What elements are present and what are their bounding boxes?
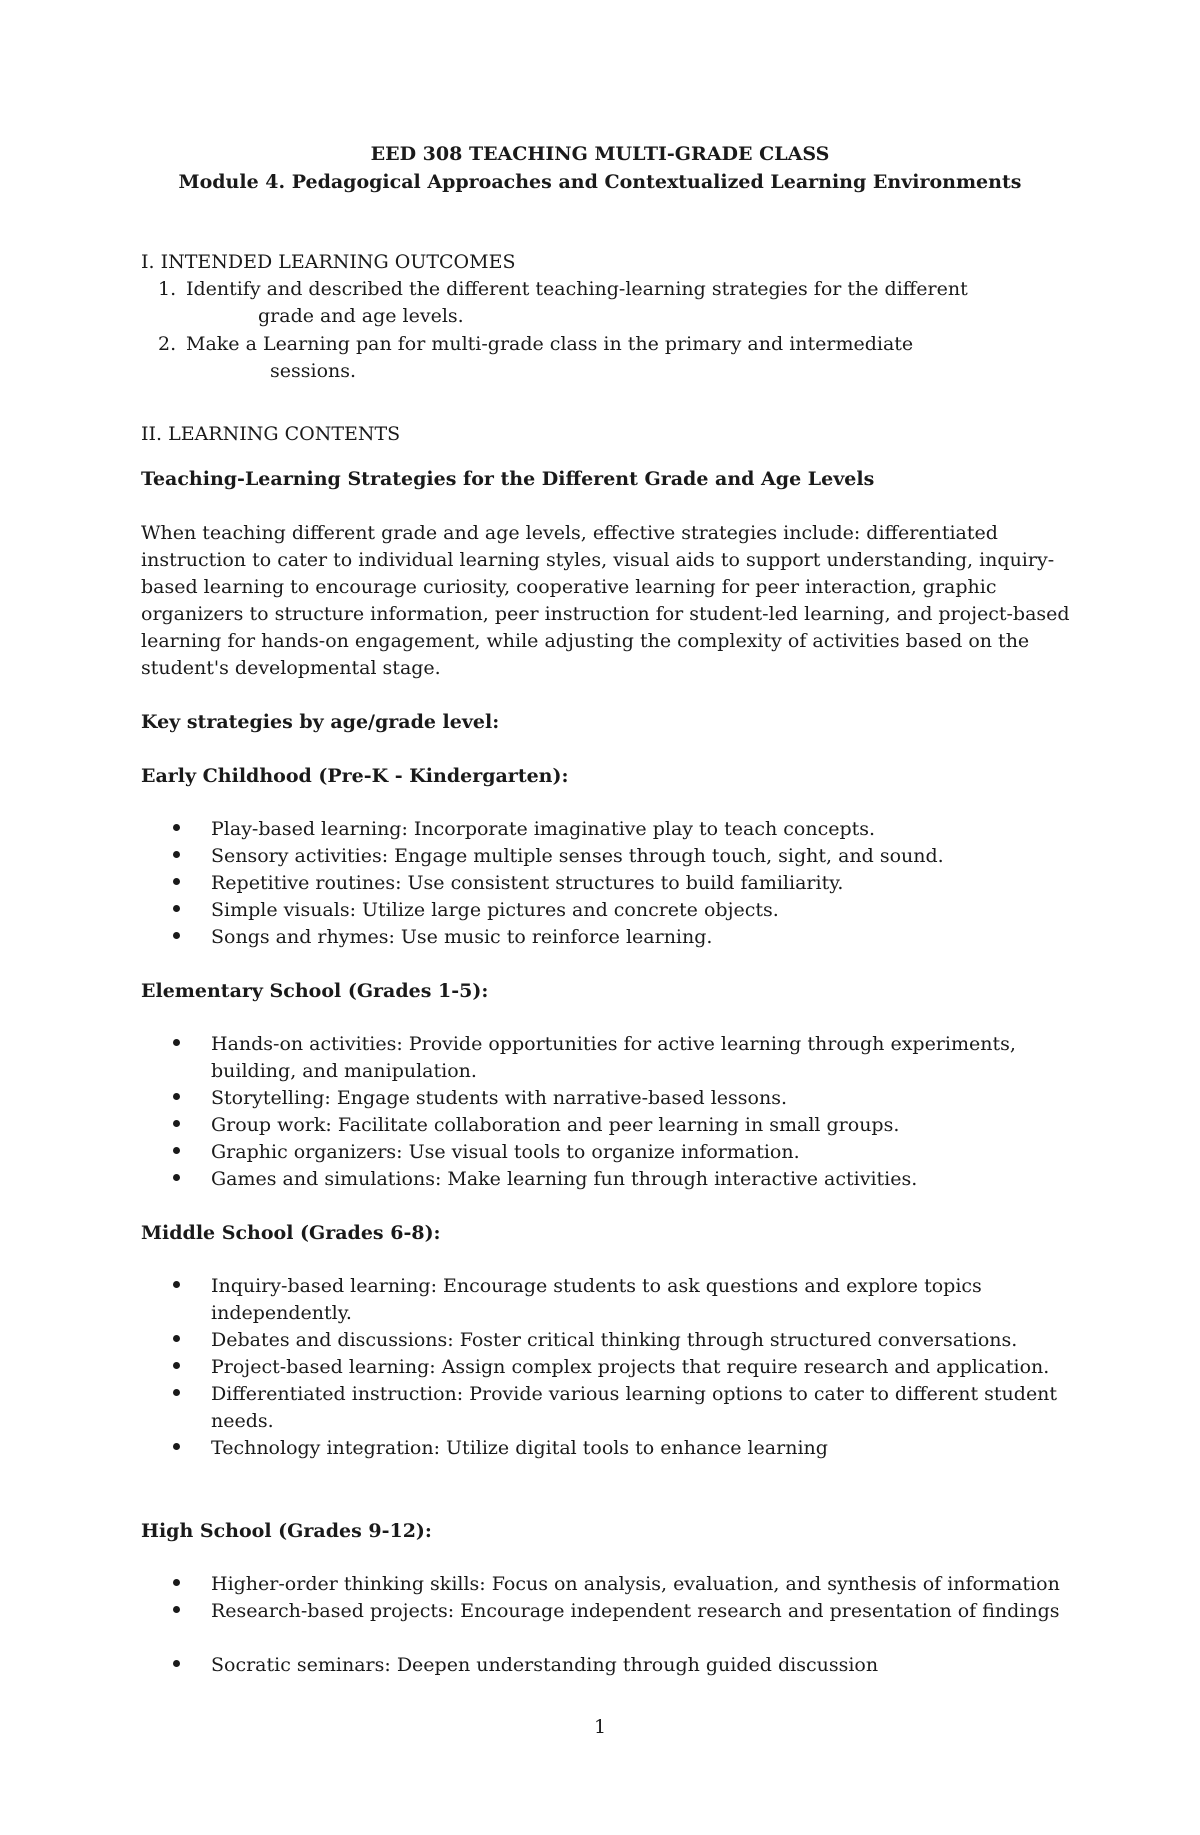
outcome-line: Make a Learning pan for multi-grade class in the primary and intermediate — [186, 333, 914, 355]
bullet-text: Research-based projects: Encourage independent research and presentation of findings — [211, 1600, 1060, 1622]
bullet-icon — [173, 1389, 180, 1396]
bullet-icon — [173, 1579, 180, 1586]
bullet-text-continued: needs. — [211, 1410, 274, 1432]
bullet-text: Games and simulations: Make learning fun through interactive activities. — [211, 1168, 918, 1190]
paragraph-line: based learning to encourage curiosity, cooperative learning for peer interaction, graphic — [141, 576, 997, 598]
paragraph-line: instruction to cater to individual learning styles, visual aids to support understanding, inquiry- — [141, 549, 1055, 571]
paragraph-line: When teaching different grade and age levels, effective strategies include: differentiated — [141, 522, 998, 544]
bullet-icon — [173, 1281, 180, 1288]
bullet-text: Project-based learning: Assign complex projects that require research and application. — [211, 1356, 1050, 1378]
bullet-icon — [173, 878, 180, 885]
key-strategies-heading: Key strategies by age/grade level: — [141, 711, 500, 733]
bullet-text: Sensory activities: Engage multiple senses through touch, sight, and sound. — [211, 845, 944, 867]
page-number: 1 — [593, 1716, 607, 1738]
bullet-icon — [173, 851, 180, 858]
outcome-number: 1. — [158, 278, 177, 300]
bullet-icon — [173, 1120, 180, 1127]
bullet-icon — [173, 1443, 180, 1450]
bullet-text: Higher-order thinking skills: Focus on analysis, evaluation, and synthesis of information — [211, 1573, 1060, 1595]
bullet-text: Repetitive routines: Use consistent structures to build familiarity. — [211, 872, 844, 894]
outcome-line: sessions. — [270, 360, 357, 382]
bullet-text: Group work: Facilitate collaboration and peer learning in small groups. — [211, 1114, 900, 1136]
bullet-icon — [173, 1335, 180, 1342]
section-title: Middle School (Grades 6-8): — [141, 1222, 441, 1244]
bullet-text: Technology integration: Utilize digital tools to enhance learning — [211, 1437, 828, 1459]
section-title: Early Childhood (Pre-K - Kindergarten): — [141, 765, 569, 787]
bullet-icon — [173, 1174, 180, 1181]
bullet-icon — [173, 1362, 180, 1369]
bullet-icon — [173, 824, 180, 831]
bullet-text: Debates and discussions: Foster critical thinking through structured conversations. — [211, 1329, 1018, 1351]
paragraph-line: organizers to structure information, peer instruction for student-led learning, and project-based — [141, 603, 1070, 625]
contents-heading: II. LEARNING CONTENTS — [141, 423, 401, 445]
section-title: Elementary School (Grades 1-5): — [141, 980, 489, 1002]
bullet-icon — [173, 1606, 180, 1613]
bullet-text-continued: independently. — [211, 1302, 352, 1324]
bullet-icon — [173, 1660, 180, 1667]
outcome-line: Identify and described the different teaching-learning strategies for the different — [186, 278, 968, 300]
outcome-line: grade and age levels. — [258, 305, 464, 327]
paragraph-line: student's developmental stage. — [141, 657, 441, 679]
bullet-text: Inquiry-based learning: Encourage students to ask questions and explore topics — [211, 1275, 982, 1297]
bullet-text: Songs and rhymes: Use music to reinforce learning. — [211, 926, 713, 948]
bullet-icon — [173, 905, 180, 912]
bullet-text-continued: building, and manipulation. — [211, 1060, 477, 1082]
section-title: High School (Grades 9-12): — [141, 1520, 432, 1542]
bullet-text: Socratic seminars: Deepen understanding through guided discussion — [211, 1654, 879, 1676]
bullet-text: Storytelling: Engage students with narrative-based lessons. — [211, 1087, 787, 1109]
outcomes-heading: I. INTENDED LEARNING OUTCOMES — [141, 251, 516, 273]
course-title: EED 308 TEACHING MULTI-GRADE CLASS — [370, 143, 830, 165]
bullet-icon — [173, 1039, 180, 1046]
bullet-icon — [173, 932, 180, 939]
paragraph-line: learning for hands-on engagement, while adjusting the complexity of activities based on the — [141, 630, 1030, 652]
bullet-text: Graphic organizers: Use visual tools to organize information. — [211, 1141, 800, 1163]
contents-subheading: Teaching-Learning Strategies for the Different Grade and Age Levels — [141, 468, 875, 490]
bullet-icon — [173, 1147, 180, 1154]
bullet-text: Differentiated instruction: Provide various learning options to cater to different student — [211, 1383, 1058, 1405]
bullet-text: Simple visuals: Utilize large pictures and concrete objects. — [211, 899, 779, 921]
outcome-number: 2. — [158, 333, 177, 355]
module-title: Module 4. Pedagogical Approaches and Contextualized Learning Environments — [178, 171, 1022, 193]
bullet-text: Hands-on activities: Provide opportunities for active learning through experiments, — [211, 1033, 1016, 1055]
bullet-icon — [173, 1093, 180, 1100]
bullet-text: Play-based learning: Incorporate imaginative play to teach concepts. — [211, 818, 876, 840]
